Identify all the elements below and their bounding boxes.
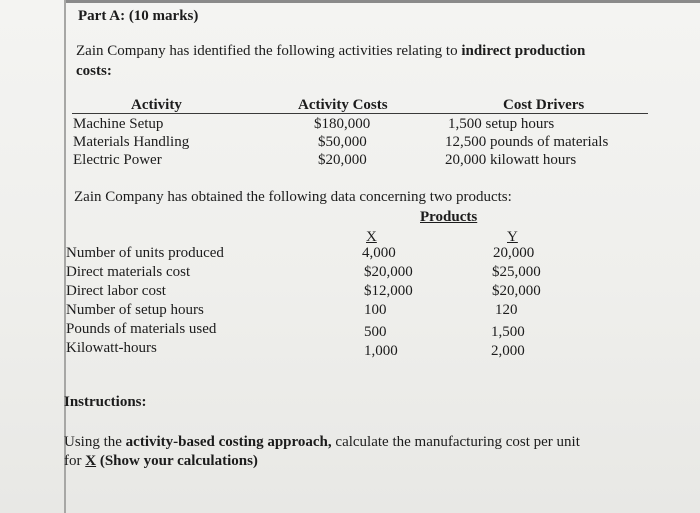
product-row-4-x: 100 <box>364 302 387 318</box>
cost-drivers-header: Cost Drivers <box>503 97 585 113</box>
product-row-5-label: Pounds of materials used <box>66 321 217 337</box>
activity-row-3-driver: 20,000 kilowatt hours <box>445 152 577 168</box>
product-row-2-y: $25,000 <box>492 264 541 280</box>
product-row-3-label: Direct labor cost <box>66 283 166 299</box>
activity-row-1-name: Machine Setup <box>73 116 164 132</box>
product-row-1-label: Number of units produced <box>66 245 224 261</box>
activity-row-1-driver: 1,500 setup hours <box>448 116 555 132</box>
instructions-line-2 <box>64 453 258 470</box>
product-row-6-label: Kilowatt-hours <box>66 340 157 356</box>
product-row-5-y: 1,500 <box>491 324 525 340</box>
intro-bold-text: indirect production <box>461 43 586 59</box>
instructions-show-calculations: (Show your calculations) <box>99 453 258 469</box>
product-row-3-x: $12,000 <box>364 283 413 299</box>
product-row-2-label: Direct materials cost <box>66 264 191 280</box>
activity-header-rule <box>72 113 648 114</box>
products-header: Products <box>420 209 478 225</box>
product-row-5-x: 500 <box>364 324 387 340</box>
instructions-heading: Instructions: <box>64 394 147 410</box>
intro-text: Zain Company has identified the following activities relating to <box>76 43 458 59</box>
product-y-header: Y <box>507 229 518 245</box>
intro-line-2: costs: <box>76 63 112 79</box>
activity-costs-header: Activity Costs <box>298 97 388 113</box>
product-row-4-y: 120 <box>495 302 518 318</box>
activity-row-3-cost: $20,000 <box>318 152 367 168</box>
intro-line-1 <box>76 43 585 60</box>
product-row-4-label: Number of setup hours <box>66 302 204 318</box>
activity-row-1-cost: $180,000 <box>314 116 371 132</box>
instructions-product-x: X <box>85 453 97 469</box>
instructions-for-text: for <box>64 453 82 469</box>
instructions-text-continued: calculate the manufacturing cost per unit <box>335 434 580 450</box>
product-row-1-x: 4,000 <box>362 245 396 261</box>
frame-top-border <box>64 0 700 3</box>
instructions-bold-text: activity-based costing approach, <box>125 434 332 450</box>
product-x-header: X <box>366 229 377 245</box>
product-row-1-y: 20,000 <box>493 245 535 261</box>
instructions-line-1 <box>64 434 580 451</box>
activity-row-2-name: Materials Handling <box>73 134 190 150</box>
product-row-6-y: 2,000 <box>491 343 525 359</box>
product-row-2-x: $20,000 <box>364 264 413 280</box>
activity-row-3-name: Electric Power <box>73 152 162 168</box>
activity-row-2-driver: 12,500 pounds of materials <box>445 134 609 150</box>
product-row-3-y: $20,000 <box>492 283 541 299</box>
part-title: Part A: (10 marks) <box>78 8 199 24</box>
activity-row-2-cost: $50,000 <box>318 134 367 150</box>
activity-header: Activity <box>131 97 182 113</box>
products-intro: Zain Company has obtained the following data concerning two products: <box>74 189 512 205</box>
instructions-text: Using the <box>64 434 122 450</box>
product-row-6-x: 1,000 <box>364 343 398 359</box>
